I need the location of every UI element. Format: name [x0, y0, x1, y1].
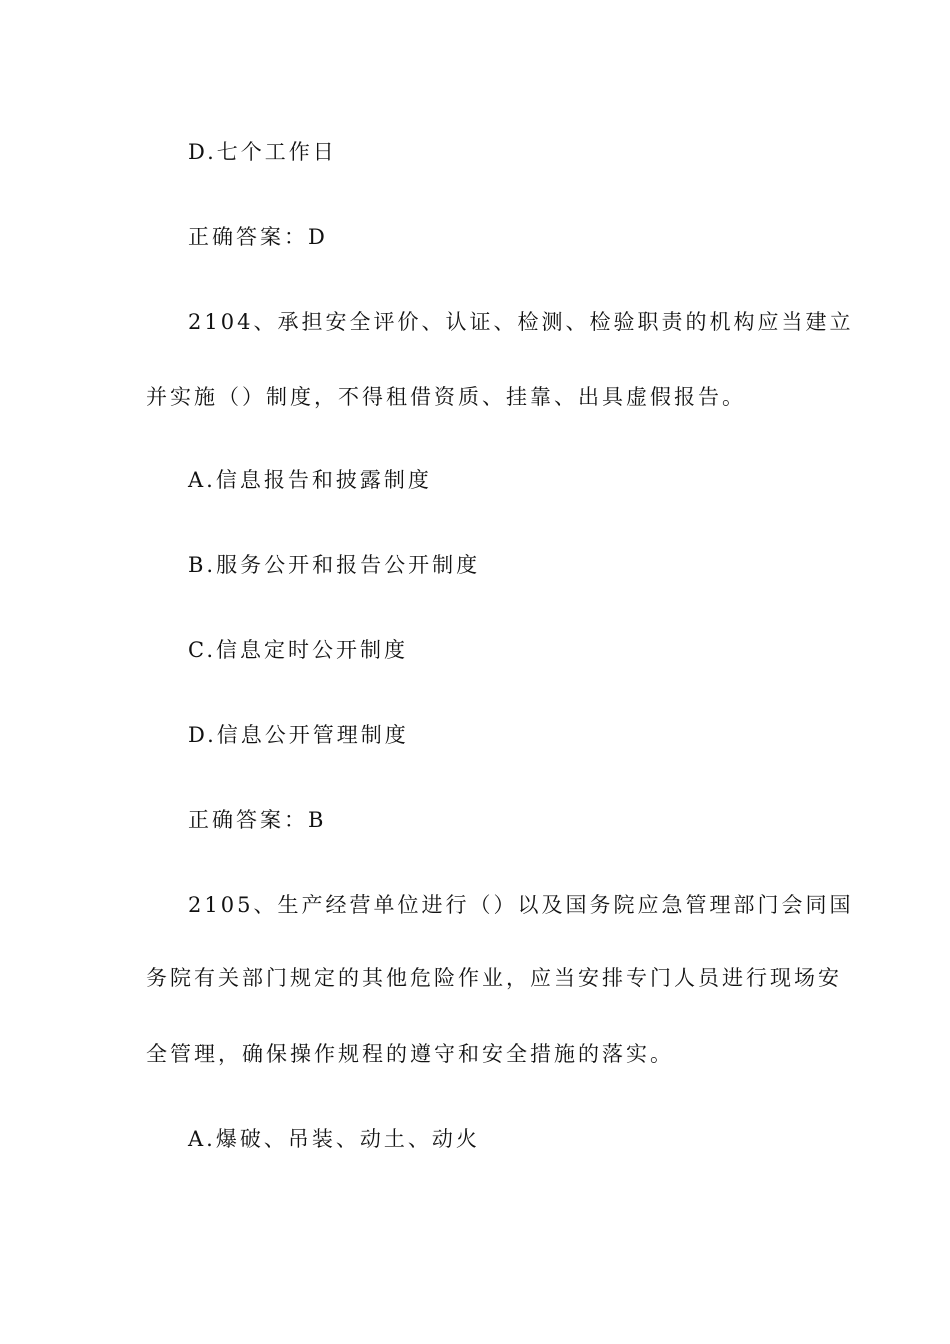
q2104-stem-line1: 2104、承担安全评价、认证、检测、检验职责的机构应当建立 — [188, 310, 854, 334]
answer-prev: 正确答案：D — [188, 225, 328, 249]
option-d-prev: D.七个工作日 — [188, 140, 337, 164]
q2105-stem-line2: 务院有关部门规定的其他危险作业，应当安排专门人员进行现场安 — [146, 966, 842, 990]
q2104-option-b: B.服务公开和报告公开制度 — [188, 553, 481, 577]
q2105-stem-line1: 2105、生产经营单位进行（）以及国务院应急管理部门会同国 — [188, 893, 854, 917]
q2104-stem-line2: 并实施（）制度，不得租借资质、挂靠、出具虚假报告。 — [146, 385, 746, 409]
q2104-option-a: A.信息报告和披露制度 — [188, 468, 432, 492]
q2104-option-c: C.信息定时公开制度 — [188, 638, 408, 662]
q2104-option-d: D.信息公开管理制度 — [188, 723, 409, 747]
q2104-answer: 正确答案：B — [188, 808, 327, 832]
q2105-stem-line3: 全管理，确保操作规程的遵守和安全措施的落实。 — [146, 1042, 674, 1066]
q2105-option-a: A.爆破、吊装、动土、动火 — [188, 1127, 480, 1151]
